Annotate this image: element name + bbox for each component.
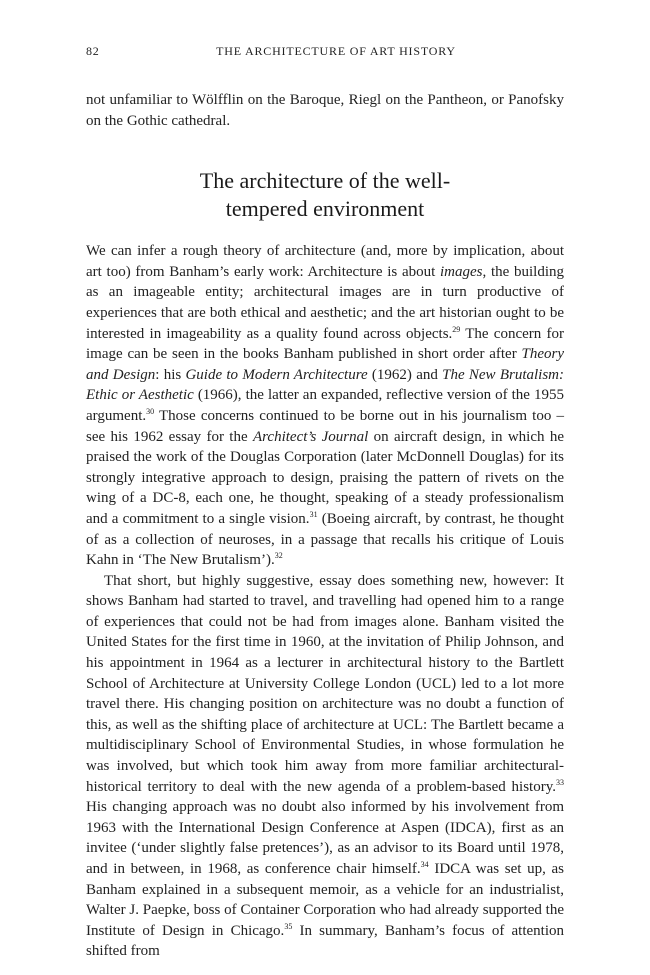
footnote-ref-32: 32 bbox=[274, 551, 283, 561]
text-run: That short, but highly suggestive, essay does something new, however: It shows Banham had started to travel, and travelling had opened him to a range of experiences that could not be had from images alone. Banham visited the United States for the first time in 1960, at the invitation of Philip Johnson, and his appointment in 1964 as a lecturer in architectural history to the Bartlett School of Architecture at University College London (UCL) led to a lot more travel there. His changing position on architecture was no doubt a function of this, as well as the shifting place of architecture at UCL: The Bartlett became a multidisciplinary School of Environmental Studies, in whose formulation he was involved, but which took him away from more familiar architectural-historical territory to deal with the new agenda of a problem-based history. bbox=[86, 572, 564, 795]
book-title: Guide to Modern Architecture bbox=[185, 366, 368, 383]
text-run: In summary, Banham’s focus of attention shifted from bbox=[86, 922, 564, 960]
text-run: Those concerns continued to be borne out in his journalism too – see his 1962 essay for the bbox=[86, 407, 564, 445]
section-heading-line-1: The architecture of the well- bbox=[199, 168, 451, 194]
footnote-ref-34: 34 bbox=[420, 860, 429, 869]
section-heading-line-2: tempered environment bbox=[225, 196, 425, 222]
text-run: on aircraft design, in which he praised the work of the Douglas Corporation (later McDonnell Douglas) for its strongly integrative approach to design, praising the pattern of rivets on the wing of a DC-8, each one, he thought, speaking of a steady professionalism and a commitment to a single vision. bbox=[86, 428, 564, 527]
intro-paragraph: not unfamiliar to Wölfflin on the Baroque, Riegl on the Pantheon, or Panofsky on the Gothic cathedral. bbox=[86, 92, 564, 129]
journal-title: Architect’s Journal bbox=[252, 428, 369, 445]
footnote-ref-33: 33 bbox=[556, 777, 564, 787]
footnote-ref-35: 35 bbox=[284, 921, 293, 931]
page-number: 82 bbox=[86, 44, 100, 58]
footnote-ref-30: 30 bbox=[146, 406, 155, 416]
text-run: IDCA was set up, as Banham explained in a subsequent memoir, as a vehicle for an industrialist, Walter J. Paepke, boss of Container Corporation who had already supported the Institute of Design in Chicago. bbox=[86, 861, 564, 939]
text-run: We can infer a rough theory of architecture (and, more by implication, about art too) from Banham’s early work: Architecture is about bbox=[86, 243, 564, 280]
body-paragraph-1 bbox=[86, 241, 564, 571]
footnote-ref-31: 31 bbox=[309, 509, 318, 519]
italic-run: images bbox=[439, 263, 483, 280]
text-run: : his bbox=[155, 366, 186, 383]
book-title: The New Brutalism: Ethic or Aesthetic bbox=[86, 366, 564, 404]
text-run: The concern for image can be seen in the books Banham published in short order after bbox=[86, 325, 564, 363]
book-page bbox=[86, 38, 564, 962]
footnote-ref-29: 29 bbox=[452, 324, 461, 334]
book-title: Theory and Design bbox=[86, 346, 564, 383]
running-header bbox=[86, 38, 564, 62]
running-title: THE ARCHITECTURE OF ART HISTORY bbox=[216, 44, 456, 58]
body-paragraph-2 bbox=[86, 571, 564, 962]
text-run: His changing approach was no doubt also informed by his involvement from 1963 with the International Design Conference at Aspen (IDCA), first as an invitee (‘under slightly false pretences’), as an advisor to its Board until 1978, and in between, in 1968, as conference chair himself. bbox=[86, 799, 564, 877]
text-run: (1966), the latter an expanded, reflective version of the 1955 argument. bbox=[86, 387, 564, 424]
text-run: (1962) and bbox=[367, 366, 443, 383]
section-heading bbox=[86, 167, 564, 223]
text-run: (Boeing aircraft, by contrast, he thought of as a collection of neuroses, in a passage that recalls his critique of Louis Kahn in ‘The New Brutalism’). bbox=[86, 510, 564, 569]
text-run: , the building as an imageable entity; architectural images are in turn productive of experiences that are both ethical and aesthetic; and the art historian ought to be interested in imageability as a quality found across objects. bbox=[86, 263, 564, 342]
